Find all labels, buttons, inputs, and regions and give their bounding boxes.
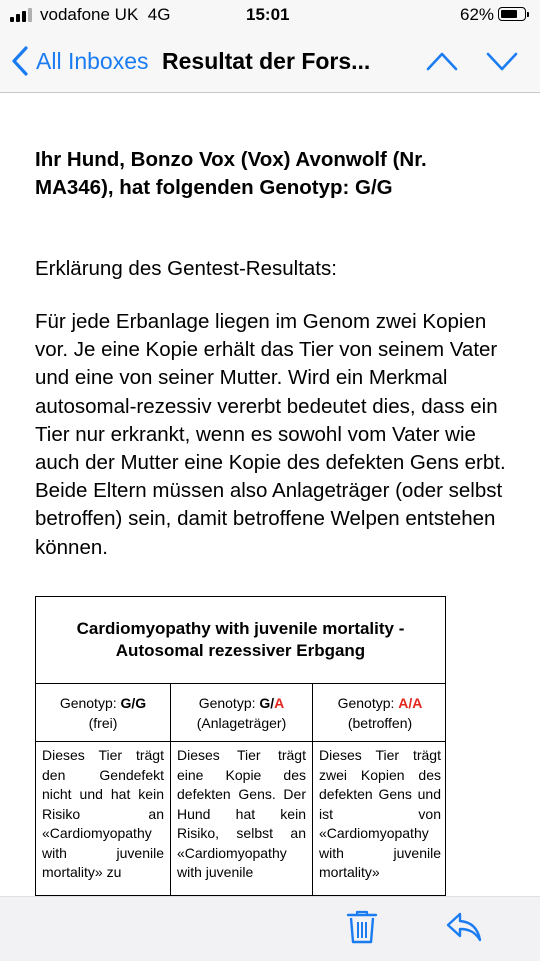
previous-message-button[interactable] — [425, 48, 459, 74]
column-ga-carrier — [171, 684, 313, 895]
bottom-toolbar — [0, 896, 540, 961]
reply-icon[interactable] — [445, 911, 483, 943]
genotype-description: Dieses Tier trägt den Gendefekt nicht und hat kein Risiko an «Cardiomyopathy with juvenile mortality» zu — [42, 747, 164, 880]
clock: 15:01 — [246, 5, 290, 24]
column-gg-free — [36, 684, 171, 895]
genotype-status: (betroffen) — [347, 714, 413, 731]
explanation-heading: Erklärung des Gentest-Resultats: — [35, 257, 337, 280]
genotype-description: Dieses Tier trägt eine Kopie des defekten Gens. Der Hund hat kein Risiko, selbst an «Cardiomyopathy with juvenile — [177, 747, 306, 880]
email-subject-title: Resultat der Fors... — [162, 48, 371, 74]
genotype-header-cell: Genotyp: G/A (Anlageträger) — [171, 684, 312, 742]
genotype-table — [35, 596, 446, 896]
trash-icon[interactable] — [345, 909, 379, 945]
network-type: 4G — [147, 5, 171, 24]
table-title-line-1: Cardiomyopathy with juvenile mortality - — [76, 619, 405, 638]
genotype-header-cell: Genotyp: A/A (betroffen) — [313, 684, 446, 742]
genotype-heading: Ihr Hund, Bonzo Vox (Vox) Avonwolf (Nr. MA346), hat folgenden Genotyp: G/G — [35, 148, 427, 199]
column-aa-affected — [313, 684, 446, 895]
genotype-status: (Anlageträger) — [196, 714, 287, 731]
carrier-label: vodafone UK 4G — [40, 5, 171, 24]
explanation-paragraph: Für jede Erbanlage liegen im Genom zwei Kopien vor. Je eine Kopie erhält das Tier von seinem Vater und eine von seiner Mutter. Wird ein Merkmal autosomal-rezessiv vererbt bedeutet dies, dass ein Tier nur erkrankt, wenn es sowohl vom Vater wie auch der Mutter eine Kopie des defekten Gens erbt. Beide Eltern müssen also Anlageträger (oder selbst betroffen) sein, damit betroffene Welpen entstehen können. — [35, 310, 506, 559]
back-button[interactable] — [10, 43, 149, 79]
back-button-label: All Inboxes — [36, 47, 149, 74]
battery-icon — [498, 7, 526, 21]
genotype-description: Dieses Tier trägt zwei Kopien des defekten Gens und ist von «Cardiomyopathy with juvenile mortality» — [319, 747, 441, 880]
genotype-header-cell: Genotyp: G/G (frei) — [36, 684, 170, 742]
genotype-status: (frei) — [88, 714, 118, 731]
table-title-line-2: Autosomal rezessiver Erbgang — [115, 641, 366, 660]
table-title — [36, 597, 445, 684]
battery-percentage: 62% — [460, 5, 495, 24]
navigation-bar — [0, 30, 540, 93]
status-bar — [0, 0, 540, 30]
next-message-button[interactable] — [485, 48, 519, 74]
signal-strength-icon — [10, 8, 32, 22]
chevron-left-icon — [10, 45, 30, 77]
